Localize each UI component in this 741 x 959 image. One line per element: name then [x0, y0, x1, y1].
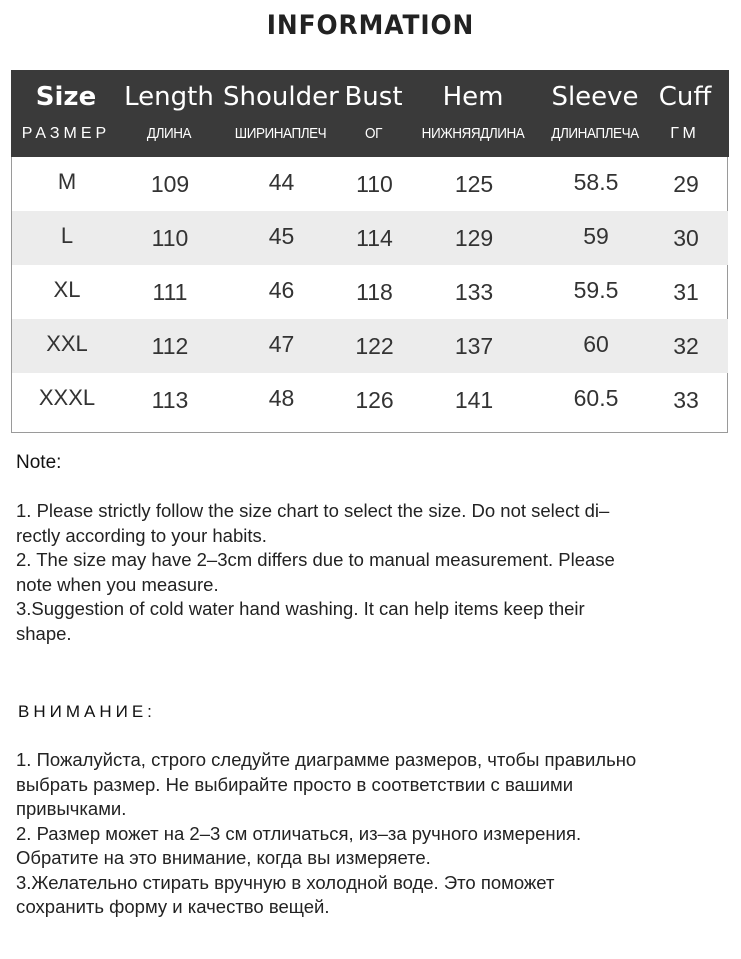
ru-note-heading: ВНИМАНИЕ: [18, 702, 156, 721]
cell-sleeve: 60 [583, 331, 609, 357]
ru-note-line: 2. Размер может на 2–3 см отличаться, из–за ручного измерения. [16, 822, 582, 844]
cell-sleeve: 60.5 [573, 385, 619, 411]
cell-size: L [60, 223, 74, 248]
cell-cuff: 29 [673, 171, 699, 197]
cell-hem: 133 [454, 279, 494, 305]
cell-shoulder: 47 [268, 331, 295, 357]
cell-bust: 122 [355, 333, 394, 359]
column-header-ru: ДЛИНАПЛЕЧА [551, 125, 639, 142]
column-header-en: Size [35, 82, 97, 112]
column-header-en: Sleeve [551, 82, 639, 112]
cell-size: XXL [46, 331, 88, 356]
cell-bust: 118 [356, 279, 393, 305]
cell-size: XXXL [38, 385, 96, 410]
cell-sleeve: 59.5 [573, 277, 619, 303]
table-row [12, 211, 728, 265]
cell-length: 110 [151, 225, 189, 251]
column-header-cuff [654, 70, 716, 157]
cell-length: 111 [152, 279, 188, 305]
column-header-hem [423, 70, 523, 157]
column-header-ru: НИЖНЯЯДЛИНА [421, 125, 525, 142]
column-header-en: Bust [344, 82, 403, 112]
column-header-ru: ОГ [365, 125, 382, 142]
cell-cuff: 30 [673, 225, 699, 251]
ru-note-line: 3.Желательно стирать вручную в холодной воде. Это поможет [16, 871, 555, 893]
column-header-size [21, 70, 111, 157]
cell-cuff: 31 [673, 279, 699, 305]
column-header-en: Hem [442, 82, 504, 112]
cell-hem: 141 [454, 387, 494, 413]
cell-sleeve: 58.5 [573, 169, 619, 195]
cell-shoulder: 44 [268, 169, 295, 195]
column-header-ru: ШИРИНАПЛЕЧ [234, 125, 327, 142]
cell-shoulder: 48 [268, 385, 295, 411]
ru-note-line: привычками. [16, 798, 127, 819]
cell-hem: 129 [454, 225, 494, 251]
column-header-en: Length [124, 82, 214, 112]
cell-length: 113 [151, 387, 189, 413]
cell-length: 112 [151, 333, 189, 359]
cell-bust: 114 [356, 225, 393, 251]
column-header-en: Shoulder [223, 82, 339, 112]
note-line: 1. Please strictly follow the size chart to select the size. Do not select di– [16, 500, 610, 521]
column-header-ru: ГМ [670, 125, 700, 142]
column-header-ru: РАЗМЕР [21, 125, 111, 142]
cell-length: 109 [150, 171, 190, 197]
ru-note-line: выбрать размер. Не выбирайте просто в соответствии с вашими [16, 773, 574, 795]
column-header-sleeve [547, 70, 643, 157]
cell-shoulder: 45 [268, 223, 295, 249]
cell-bust: 126 [355, 387, 394, 413]
cell-cuff: 33 [673, 387, 699, 413]
ru-note-line: Обратите на это внимание, когда вы измеряете. [16, 847, 431, 868]
cell-sleeve: 59 [583, 223, 609, 249]
cell-size: M [57, 169, 77, 194]
cell-bust: 110 [356, 171, 393, 197]
cell-size: XL [53, 277, 81, 302]
table-row [12, 157, 728, 211]
cell-hem: 137 [454, 333, 494, 359]
ru-note-paragraph [16, 748, 726, 920]
note-paragraph [16, 499, 726, 646]
cell-cuff: 32 [673, 333, 699, 359]
size-chart-table [11, 70, 728, 433]
column-header-ru: ДЛИНА [146, 125, 192, 142]
note-line: 2. The size may have 2–3cm differs due to manual measurement. Please [16, 549, 615, 570]
ru-note-line: 1. Пожалуйста, строго следуйте диаграмме размеров, чтобы правильно [16, 749, 637, 770]
note-line: rectly according to your habits. [16, 524, 267, 546]
column-header-length [119, 70, 219, 157]
note-line: 3.Suggestion of cold water hand washing. It can help items keep their [16, 598, 585, 619]
cell-shoulder: 46 [268, 277, 295, 303]
note-heading: Note: [16, 452, 62, 473]
table-row [12, 265, 728, 319]
page-title: INFORMATION [266, 10, 475, 41]
cell-hem: 125 [454, 171, 494, 197]
ru-note-line: сохранить форму и качество вещей. [16, 896, 330, 917]
note-line: shape. [16, 622, 72, 644]
column-header-bust [341, 70, 406, 157]
column-header-shoulder [223, 70, 338, 157]
table-header [11, 70, 729, 157]
table-row [12, 373, 728, 427]
note-line: note when you measure. [16, 573, 219, 595]
column-header-en: Cuff [658, 82, 712, 112]
table-row [12, 319, 728, 373]
